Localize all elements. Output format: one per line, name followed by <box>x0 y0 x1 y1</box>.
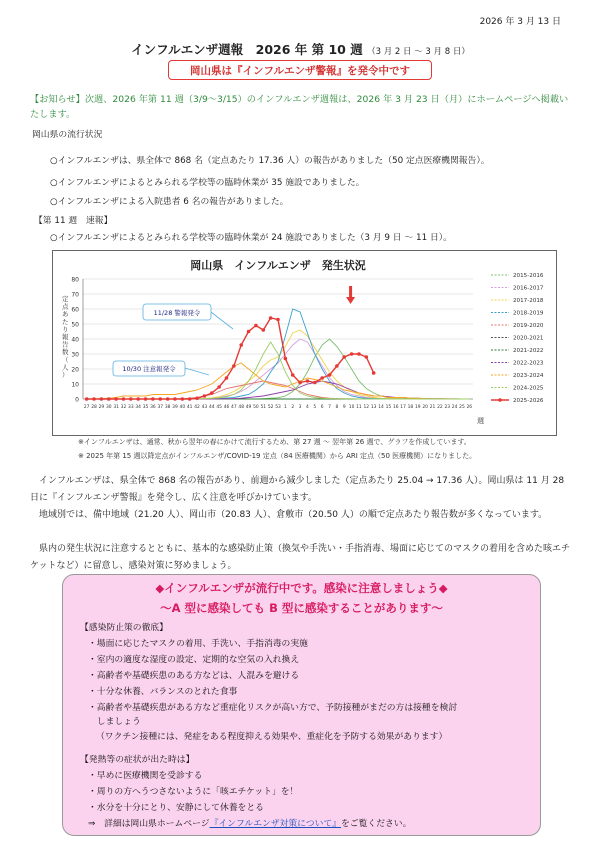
x-tick-label: 2 <box>291 405 295 410</box>
data-point <box>239 343 243 347</box>
legend-label: 2025-2026 <box>513 398 544 404</box>
region-paragraph: 地域別では、備中地域（21.20 人）、岡山市（20.83 人）、倉敷市（20.50 人）の順で定点あたり報告数が多くなっています。 <box>39 510 548 520</box>
prevention-heading: 【感染防止策の徹底】 <box>80 623 168 633</box>
x-tick-label: 50 <box>253 405 259 410</box>
legend-label: 2018-2019 <box>513 310 544 317</box>
data-point <box>313 381 317 385</box>
influenza-chart <box>53 251 556 435</box>
symptom-heading: 【発熱等の症状が出た時は】 <box>80 755 195 765</box>
x-tick-label: 7 <box>328 405 331 410</box>
y-tick-label: 30 <box>71 351 79 359</box>
legend-label: 2017-2018 <box>513 298 544 304</box>
x-tick-label: 31 <box>113 405 119 410</box>
data-point <box>306 379 310 383</box>
prevention-item: ・室内の適度な湿度の設定、定期的な空気の入れ換え <box>88 655 300 665</box>
data-point <box>320 376 324 380</box>
y-tick-label: 10 <box>71 381 79 389</box>
box-headline: ◆インフルエンザが流行中です。感染に注意しましょう◆ <box>155 581 448 595</box>
current-week-arrow <box>349 286 352 298</box>
x-tick-label: 18 <box>407 405 414 410</box>
status-line: ○インフルエンザによるとみられる学校等の臨時休業が 35 施設でありました。 <box>50 178 365 188</box>
x-tick-label: 37 <box>157 405 164 410</box>
data-point <box>173 397 177 401</box>
data-point <box>100 397 104 401</box>
prevention-item: ・高齢者や基礎疾患がある方など重症化リスクが高い方で、予防接種がまだの方は接種を検討 <box>88 703 458 713</box>
y-tick-label: 50 <box>71 321 79 329</box>
symptom-item: ・周りの方へうつさないように「咳エチケット」を！ <box>88 787 299 797</box>
x-tick-label: 27 <box>83 405 90 410</box>
x-tick-label: 51 <box>260 405 267 410</box>
data-point <box>181 397 185 401</box>
legend-marker <box>498 398 502 402</box>
x-tick-label: 9 <box>342 405 346 410</box>
y-tick-label: 60 <box>71 306 79 314</box>
data-point <box>151 397 155 401</box>
x-tick-label: 10 <box>348 405 355 410</box>
legend-label: 2015-2016 <box>513 273 544 279</box>
week11-heading: 【第 11 週 速報】 <box>34 216 113 226</box>
legend-label: 2024-2025 <box>513 385 544 392</box>
legend-label: 2021-2022 <box>513 348 544 354</box>
x-tick-label: 25 <box>459 405 465 410</box>
week11-text: ○インフルエンザによるとみられる学校等の臨時休業が 24 施設でありました（3 月 9 日 ～ 11 日）。 <box>50 233 452 243</box>
x-tick-label: 48 <box>238 405 245 410</box>
advice-paragraph: 県内の発生状況に注意するとともに、基本的な感染防止策（換気や手洗い・手指消毒、場面に応じてのマスクの着用を含めた咳エチケットなど）に留意し、感染対策に努めましょう。 <box>30 544 571 571</box>
data-point <box>276 318 280 322</box>
prevention-item: ・高齢者や基礎疾患のある方などは、人混みを避ける <box>88 671 300 681</box>
x-tick-label: 11 <box>356 405 362 410</box>
title-main: インフルエンザ週報 2026 年 第 10 週 <box>131 42 363 57</box>
page-title <box>0 40 601 58</box>
x-tick-label: 30 <box>105 405 112 410</box>
summary-paragraph: インフルエンザは、県全体で 868 名の報告があり、前週から減少しました（定点あたり 25.04 → 17.36 人）。岡山県は 11 月 28 日に『インフルエンザ警報』を発令し、広く注意を呼びかけています。 <box>30 476 565 503</box>
x-tick-label: 12 <box>363 405 370 410</box>
symptom-item: ・早めに医療機関を受診する <box>88 771 203 781</box>
x-tick-label: 49 <box>245 405 252 410</box>
x-tick-label: 14 <box>378 405 384 410</box>
x-tick-label: 34 <box>135 405 141 410</box>
y-axis-label: 定点あたり報告数（人） <box>62 295 69 379</box>
notice-text: 次週、2026 年第 11 週（3/9～3/15）のインフルエンザ週報は、2026 年 3 月 23 日（月）にホームページへ掲載いたします。 <box>30 94 569 120</box>
vaccine-note: （ワクチン接種には、発症をある程度抑える効果や、重症化を予防する効果があります） <box>96 732 448 742</box>
data-point <box>203 394 207 398</box>
x-tick-label: 5 <box>313 405 317 410</box>
y-tick-label: 20 <box>71 366 79 374</box>
prevention-item: しましょう <box>88 717 141 727</box>
detail-suffix: をご覧ください。 <box>341 819 412 829</box>
x-tick-label: 15 <box>385 405 392 410</box>
data-point <box>291 373 295 377</box>
alert-callout-pointer <box>211 312 233 329</box>
x-tick-label: 36 <box>150 405 156 410</box>
prevention-item: ・十分な休養、バランスのとれた食事 <box>88 687 238 697</box>
x-tick-label: 53 <box>275 405 281 410</box>
chart-container <box>52 250 557 436</box>
x-tick-label: 13 <box>370 405 377 410</box>
data-point <box>129 397 133 401</box>
data-point <box>350 352 354 356</box>
chart-title: 岡山県 インフルエンザ 発生状況 <box>190 259 366 272</box>
data-point <box>261 328 265 332</box>
data-point <box>166 397 170 401</box>
data-point <box>122 397 126 401</box>
data-point <box>365 355 369 359</box>
data-point <box>158 397 162 401</box>
notice-label: 【お知らせ】 <box>30 94 85 105</box>
x-tick-label: 44 <box>208 405 215 410</box>
data-point <box>342 355 346 359</box>
x-tick-label: 39 <box>172 405 178 410</box>
data-point <box>328 373 332 377</box>
detail-prefix: ⇒ 詳細は岡山県ホームページ <box>88 819 210 829</box>
chart-note: ※ 2025 年第 15 週以降定点がインフルエンザ/COVID-19 定点（84 医療機関）から ARI 定点（50 医療機関）になりました。 <box>78 452 477 460</box>
data-point <box>335 364 339 368</box>
x-tick-label: 33 <box>128 405 134 410</box>
data-point <box>114 397 118 401</box>
x-tick-label: 21 <box>429 405 436 410</box>
x-tick-label: 17 <box>400 405 406 410</box>
prevention-item: ・場面に応じたマスクの着用、手洗い、手指消毒の実施 <box>88 639 308 649</box>
data-point <box>144 397 148 401</box>
detail-line <box>88 818 411 831</box>
status-heading: 岡山県の流行状況 <box>32 130 103 140</box>
legend-label: 2020-2021 <box>513 335 544 342</box>
data-point <box>195 396 199 400</box>
x-tick-label: 22 <box>437 405 443 410</box>
notice <box>30 92 575 122</box>
data-point <box>254 324 258 328</box>
legend-label: 2023-2024 <box>513 373 544 379</box>
status-line: ○インフルエンザは、県全体で 868 名（定点あたり 17.36 人）の報告がありました（50 定点医療機関報告）。 <box>50 156 490 166</box>
x-tick-label: 52 <box>267 405 274 410</box>
x-tick-label: 35 <box>142 405 149 410</box>
x-tick-label: 32 <box>120 405 127 410</box>
data-point <box>107 397 111 401</box>
x-tick-label: 6 <box>320 405 324 410</box>
x-tick-label: 40 <box>179 405 186 410</box>
data-point <box>217 385 221 389</box>
x-tick-label: 46 <box>223 405 230 410</box>
data-point <box>269 316 273 320</box>
data-point <box>284 357 288 361</box>
alert-banner: 岡山県は『インフルエンザ警報』を発令中です <box>168 60 432 80</box>
x-tick-label: 16 <box>392 405 399 410</box>
influenza-measures-link[interactable]: 『インフルエンザ対策について』 <box>209 819 341 829</box>
data-point <box>136 397 140 401</box>
y-tick-label: 0 <box>75 396 79 404</box>
legend-label: 2022-2023 <box>513 360 544 367</box>
x-tick-label: 41 <box>186 405 193 410</box>
status-line: ○インフルエンザによる入院患者 6 名の報告がありました。 <box>50 197 289 207</box>
x-tick-label: 19 <box>415 405 421 410</box>
data-point <box>85 397 89 401</box>
x-tick-label: 3 <box>298 405 302 410</box>
x-axis-label: 週 <box>477 417 484 425</box>
data-point <box>232 364 236 368</box>
data-point <box>298 381 302 385</box>
report-date: 2026 年 3 月 13 日 <box>479 17 561 27</box>
series-line <box>87 318 374 399</box>
advisory-callout: 10/30 注意報発令 <box>122 365 176 373</box>
data-point <box>188 397 192 401</box>
x-tick-label: 20 <box>422 405 428 410</box>
y-tick-label: 70 <box>71 291 79 299</box>
x-tick-label: 43 <box>201 405 208 410</box>
data-point <box>372 371 376 375</box>
chart-note: ※インフルエンザは、通常、秋から翌年の春にかけて流行するため、第 27 週 ～ 翌年第 26 週で、グラフを作成しています。 <box>78 438 471 446</box>
y-tick-label: 40 <box>71 336 79 344</box>
data-point <box>357 352 361 356</box>
x-tick-label: 23 <box>444 405 451 410</box>
x-tick-label: 26 <box>466 405 473 410</box>
symptom-item: ・水分を十分にとり、安静にして休養をとる <box>88 803 264 813</box>
data-point <box>210 391 214 395</box>
x-tick-label: 4 <box>306 405 309 410</box>
x-tick-label: 29 <box>98 405 105 410</box>
x-tick-label: 47 <box>231 405 237 410</box>
x-tick-label: 45 <box>216 405 222 410</box>
x-tick-label: 24 <box>451 405 458 410</box>
x-tick-label: 42 <box>194 405 200 410</box>
x-tick-label: 8 <box>335 405 339 410</box>
y-tick-label: 80 <box>71 276 79 284</box>
legend-label: 2019-2020 <box>513 323 544 329</box>
x-tick-label: 28 <box>91 405 97 410</box>
data-point <box>247 330 251 334</box>
alert-callout: 11/28 警報発令 <box>153 309 201 317</box>
title-period: （3 月 2 日 ～ 3 月 8 日） <box>367 47 470 57</box>
box-subheadline: ～A 型に感染しても B 型に感染することがあります～ <box>160 601 443 615</box>
data-point <box>225 376 229 380</box>
legend-label: 2016-2017 <box>513 285 544 292</box>
current-week-arrowhead <box>346 297 355 304</box>
data-point <box>92 397 96 401</box>
x-tick-label: 1 <box>283 405 287 410</box>
x-tick-label: 38 <box>164 405 171 410</box>
